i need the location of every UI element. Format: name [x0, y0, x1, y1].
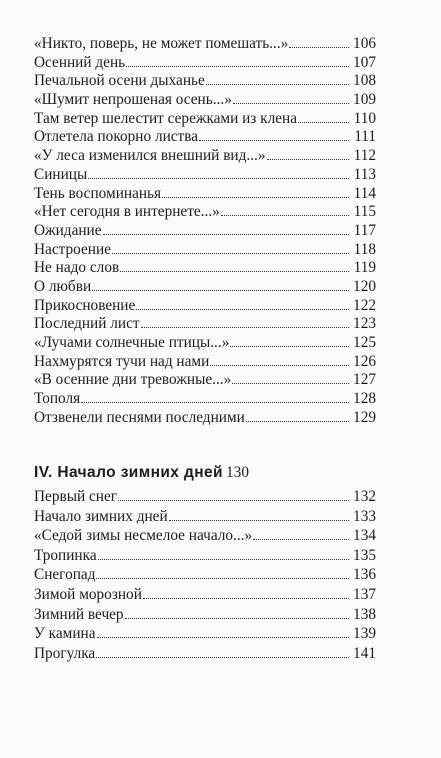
toc-entry[interactable] — [34, 644, 376, 664]
leader-dots — [267, 158, 349, 160]
toc-entry[interactable] — [34, 297, 376, 316]
toc-entry-title: «Седой зимы несмелое начало...» — [34, 527, 253, 545]
toc-entry[interactable] — [34, 203, 376, 222]
toc-entry[interactable] — [34, 72, 376, 91]
toc-entry-title: Прогулка — [34, 644, 96, 662]
leader-dots — [92, 289, 349, 291]
leader-dots — [253, 538, 349, 540]
toc-entry[interactable] — [34, 585, 376, 605]
toc-entry[interactable] — [34, 390, 376, 409]
toc-entry-page-number: 136 — [353, 566, 376, 584]
toc-entry-title: «Нет сегодня в интернете...» — [34, 203, 220, 221]
toc-entry-title: О любви — [34, 277, 92, 295]
toc-entry-page-number: 128 — [353, 390, 376, 408]
leader-dots — [96, 656, 349, 658]
toc-entry-page-number: 111 — [354, 128, 376, 146]
toc-entry[interactable] — [34, 35, 376, 54]
toc-entry-title: «У леса изменился внешний вид...» — [34, 147, 266, 165]
table-of-contents-bottom — [34, 461, 376, 663]
toc-entry-title: У камина — [34, 625, 96, 643]
toc-entry-page-number: 110 — [353, 109, 376, 127]
toc-entry-page-number: 123 — [353, 315, 376, 333]
toc-entry[interactable] — [34, 487, 376, 507]
toc-entry-title: Тропинка — [34, 546, 97, 564]
toc-entry-title: Там ветер шелестит сережками из клена — [34, 109, 298, 127]
toc-entry-page-number: 107 — [353, 53, 376, 71]
toc-entry-page-number: 122 — [353, 296, 376, 314]
toc-entry[interactable] — [34, 565, 376, 585]
toc-entry[interactable] — [34, 315, 376, 334]
toc-entry-title: Синицы — [34, 165, 88, 183]
toc-entry-page-number: 125 — [353, 334, 376, 351]
leader-dots — [233, 102, 349, 104]
leader-dots — [118, 499, 349, 501]
leader-dots — [136, 308, 349, 310]
toc-entry-page-number: 117 — [353, 221, 376, 239]
toc-entry-title: Прикосновение — [34, 296, 136, 314]
leader-dots — [246, 420, 349, 422]
section-page-number: 130 — [226, 464, 249, 481]
toc-entry-page-number: 138 — [353, 605, 376, 623]
toc-entry-title: Последний лист — [34, 315, 140, 333]
toc-entry-page-number: 113 — [353, 165, 376, 183]
toc-entry-title: Ожидание — [34, 221, 102, 239]
toc-entry-page-number: 129 — [353, 408, 376, 426]
leader-dots — [96, 577, 349, 579]
leader-dots — [289, 46, 349, 48]
toc-entry-title: «Шумит непрошеная осень...» — [34, 91, 232, 109]
toc-entry[interactable] — [34, 334, 376, 353]
toc-entry-page-number: 114 — [353, 184, 376, 202]
toc-entry-page-number: 135 — [353, 546, 376, 564]
toc-entry-page-number: 115 — [353, 203, 376, 221]
leader-dots — [125, 617, 349, 619]
toc-entry[interactable] — [34, 222, 376, 241]
toc-entry-title: Отзвенели песнями последними — [34, 408, 245, 426]
section-heading: IV. Начало зимних дней — [34, 464, 223, 481]
toc-entry-title: Осенний день — [34, 53, 126, 71]
toc-entry[interactable] — [34, 409, 376, 428]
leader-dots — [112, 252, 349, 254]
toc-entry-title: «Лучами солнечные птицы...» — [34, 334, 230, 351]
toc-entry[interactable] — [34, 507, 376, 527]
leader-dots — [230, 345, 349, 347]
toc-entry[interactable] — [34, 185, 376, 204]
toc-entry[interactable] — [34, 278, 376, 297]
leader-dots — [126, 65, 349, 67]
toc-entry-page-number: 141 — [353, 644, 376, 662]
leader-dots — [81, 401, 349, 403]
toc-entry-title: «В осенние дни тревожные...» — [34, 371, 232, 389]
leader-dots — [206, 83, 349, 85]
toc-entry-title: Снегопад — [34, 566, 96, 584]
toc-entry[interactable] — [34, 526, 376, 546]
toc-entry[interactable] — [34, 128, 376, 147]
leader-dots — [169, 519, 349, 521]
toc-entry-title: Нахмурятся тучи над нами — [34, 352, 210, 370]
toc-entry-page-number: 106 — [353, 35, 376, 52]
toc-entry[interactable] — [34, 110, 376, 129]
toc-entry[interactable] — [34, 353, 376, 372]
toc-entry-title: Тень воспоминанья — [34, 184, 162, 202]
leader-dots — [143, 597, 349, 599]
toc-entry-title: Зимний вечер — [34, 605, 124, 623]
leader-dots — [141, 326, 349, 328]
toc-entry-page-number: 139 — [353, 625, 376, 643]
toc-entry-page-number: 133 — [353, 507, 376, 525]
toc-entry-title: Настроение — [34, 240, 111, 258]
leader-dots — [210, 364, 349, 366]
toc-entry-page-number: 119 — [353, 259, 376, 277]
toc-entry-page-number: 112 — [353, 147, 376, 165]
leader-dots — [88, 177, 349, 179]
toc-entry[interactable] — [34, 147, 376, 166]
toc-entry[interactable] — [34, 605, 376, 625]
leader-dots — [232, 382, 349, 384]
leader-dots — [221, 214, 349, 216]
toc-entry-page-number: 134 — [353, 527, 376, 545]
toc-entry-page-number: 109 — [353, 91, 376, 109]
toc-entry[interactable] — [34, 166, 376, 185]
toc-entry-page-number: 132 — [353, 488, 376, 505]
toc-entry[interactable] — [34, 241, 376, 260]
leader-dots — [103, 233, 349, 235]
toc-entry-page-number: 108 — [353, 72, 376, 90]
section-heading-row[interactable] — [34, 461, 376, 485]
toc-entry[interactable] — [34, 624, 376, 644]
table-of-contents-top — [34, 35, 376, 427]
toc-entry-page-number: 120 — [353, 277, 376, 295]
leader-dots — [298, 121, 349, 123]
leader-dots — [162, 196, 349, 198]
toc-entry-page-number: 137 — [353, 585, 376, 603]
toc-entry[interactable] — [34, 371, 376, 390]
toc-entry-title: Начало зимних дней — [34, 507, 168, 525]
toc-entry-title: Первый снег — [34, 488, 118, 505]
toc-entry-title: «Никто, поверь, не может помешать...» — [34, 35, 289, 52]
toc-entry-page-number: 127 — [353, 371, 376, 389]
toc-entry-title: Тополя — [34, 390, 81, 408]
toc-entry-title: Печальной осени дыханье — [34, 72, 205, 90]
toc-entry-title: Отлетела покорно листва — [34, 128, 199, 146]
toc-entry[interactable] — [34, 91, 376, 110]
toc-entry[interactable] — [34, 54, 376, 73]
toc-entry-page-number: 118 — [353, 240, 376, 258]
toc-entry[interactable] — [34, 259, 376, 278]
toc-entry[interactable] — [34, 546, 376, 566]
leader-dots — [98, 558, 349, 560]
leader-dots — [120, 270, 349, 272]
toc-entry-page-number: 126 — [353, 352, 376, 370]
leader-dots — [199, 139, 349, 141]
leader-dots — [97, 636, 350, 638]
toc-entry-title: Не надо слов — [34, 259, 120, 277]
toc-entry-title: Зимой морозной — [34, 585, 142, 603]
